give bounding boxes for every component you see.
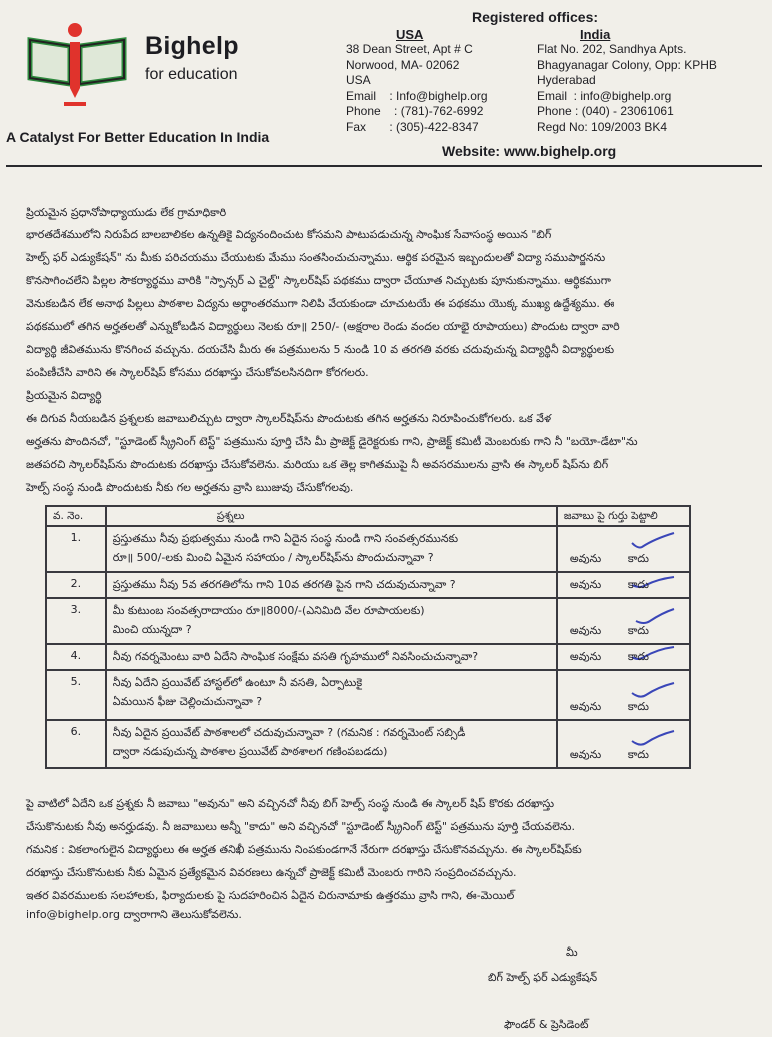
answer-no[interactable]: కాదు (627, 650, 649, 663)
question-cell (106, 644, 557, 670)
india-phone: Phone : (040) - 23061061 (537, 104, 674, 118)
body-line: పథకములో తగిన అర్హతలతో ఎన్నుకోబడిన విద్యార్థులు నెలకు రూ॥ 250/- (అక్షరాల రెండు వందల యాభై రూపాయలు) పొందుట ద్వారా వారి (26, 320, 620, 333)
checkmark-icon (628, 529, 678, 551)
body-line: కొనసాగించలేని పిల్లల సౌకర్యార్థము వారికి "స్పాన్సర్ ఎ చైల్డ్" స్కాలర్‌షిప్ పథకము ద్వారా చేయూత నిచ్చుటకు పూనుకున్నాము. ఆర్థికముగా (26, 274, 611, 287)
question-text: ప్రస్తుతము నీవు ప్రభుత్వము నుండి గాని ఏదైన సంస్థ నుండి గాని సంవత్సరమునకు (112, 532, 459, 545)
answer-yes[interactable]: అవును (569, 748, 602, 761)
body-line: పై వాటిలో ఏదేని ఒక ప్రశ్నకు నీ జవాబు "అవును" అని వచ్చినచో నీవు బిగ్ హెల్ప్ సంస్థ నుండి ఈ స్కాలర్ షిప్ కొరకు దరఖాస్తు (26, 797, 555, 810)
usa-phone: Phone : (781)-762-6992 (346, 104, 484, 118)
signature-organisation: బిగ్ హెల్ప్ ఫర్ ఎడ్యుకేషన్ (488, 971, 598, 984)
salutation-headmaster: ప్రియమైన ప్రధానోపాధ్యాయుడు లేక గ్రామాధికారి (26, 206, 227, 219)
answer-yes[interactable]: అవును (569, 700, 602, 713)
body-line: దరఖాస్తు చేసుకొనుటకు నీకు ఏమైన ప్రత్యేకమైన వివరణలు ఉన్నచో ప్రాజెక్ట్ కమిటీ మెంబరు గారిని సంప్రదించవచ్చును. (26, 866, 517, 879)
tagline: A Catalyst For Better Education In India (6, 129, 270, 145)
usa-address-block (346, 42, 488, 135)
answer-yes[interactable]: అవును (569, 624, 602, 637)
row-number: 3. (46, 598, 106, 644)
usa-email: Email : Info@bighelp.org (346, 88, 488, 103)
table-row (46, 720, 690, 768)
row-number: 1. (46, 526, 106, 572)
answer-cell[interactable] (557, 670, 690, 720)
question-text: నీవు గవర్నమెంటు వారి ఏదేని సాంఘిక సంక్షేమ వసతి గృహములో నివసించుచున్నావా? (112, 650, 479, 663)
body-line: భారతదేశములోని నిరుపేద బాలబాలికల ఉన్నతికై విద్యనందించుట కోసమని పాటుపడుచున్న సాంఘిక సేవాసంస్థ అయిన "బిగ్ (26, 228, 552, 241)
body-line: ఇతర వివరములకు సలహాలకు, ఫిర్యాదులకు పై సుదహరించిన ఏదైన చిరునామాకు ఉత్తరము వ్రాసి గాని, ఈ-మెయిల్ (26, 889, 515, 902)
question-cell (106, 526, 557, 572)
body-line: చేసుకొనుటకు నీవు అనర్హుడవు. నీ జవాబులు అన్నీ "కాదు" అని వచ్చినచో "స్టూడెంట్ స్క్రీనింగ్ టెస్ట్" పత్రమును పూర్తి చేయవలెను. (26, 820, 575, 833)
answer-no[interactable]: కాదు (627, 624, 649, 637)
question-text: నీవు ఏదేని ప్రయివేట్ హాస్టల్‌లో ఉంటూ నీ వసతి, ఏర్పాటుకై (112, 676, 363, 689)
signature-title: ఫౌండర్ & ప్రెసిడెంట్ (504, 1018, 589, 1031)
usa-address-line: 38 Dean Street, Apt # C (346, 42, 473, 56)
brand-subtitle: for education (145, 66, 238, 83)
question-cell (106, 670, 557, 720)
table-row (46, 644, 690, 670)
india-address-line: Hyderabad (537, 73, 596, 87)
answer-cell[interactable] (557, 598, 690, 644)
salutation-student: ప్రియమైన విద్యార్థి (26, 389, 102, 402)
body-line: వెనుకబడిన లేక అనాథ పిల్లలు పాఠశాల విద్యను అర్థాంతరముగా నిలిపి వేయకుండా చూచుటయే ఈ పథకము యొక్క ముఖ్య ఉద్దేశ్యము. ఈ (26, 297, 615, 310)
answer-no[interactable]: కాదు (627, 700, 649, 713)
india-heading: India (580, 27, 611, 42)
contact-email-line: info@bighelp.org ద్వారాగాని తెలుసుకోవలెను. (26, 908, 242, 921)
usa-address-line: USA (346, 73, 371, 87)
table-row (46, 572, 690, 598)
question-text: నీవు ఏదైన ప్రయివేట్ పాఠశాలలో చదువుచున్నావా ? (గమనిక : గవర్నమెంట్ సబ్సిడీ (112, 726, 466, 739)
table-row (46, 670, 690, 720)
table-row (46, 526, 690, 572)
checkmark-icon (628, 679, 678, 701)
row-number: 5. (46, 670, 106, 720)
question-cell (106, 598, 557, 644)
india-address-line: Bhagyanagar Colony, Opp: KPHB (537, 57, 717, 72)
header-divider (6, 165, 762, 167)
answer-cell[interactable] (557, 720, 690, 768)
answer-yes[interactable]: అవును (569, 650, 602, 663)
question-text: రూ॥ 500/-లకు మించి ఏమైన సహాయం / స్కాలర్‌షిప్‌ను పొందుచున్నావా ? (112, 551, 434, 564)
row-number: 4. (46, 644, 106, 670)
header-answer: జవాబు పై గుర్తు పెట్టాలి (557, 506, 690, 526)
registered-offices-heading: Registered offices: (472, 9, 599, 25)
header-questions: ప్రశ్నలు (106, 506, 557, 526)
brand-name: Bighelp (145, 32, 239, 60)
answer-yes[interactable]: అవును (569, 552, 602, 565)
india-address-block (537, 42, 717, 135)
answer-no[interactable]: కాదు (627, 748, 649, 761)
bighelp-logo-icon (26, 22, 128, 108)
answer-no[interactable]: కాదు (627, 552, 649, 565)
table-row (46, 598, 690, 644)
body-line: అర్హతను పొందినచో, "స్టూడెంట్ స్క్రీనింగ్ టెస్ట్" పత్రమును పూర్తి చేసి మీ ప్రాజెక్ట్ డైరెక్టరుకు గాని, ప్రాజెక్ట్ కమిటీ మెంబరుకు గాని నీ "బయో-డేటా"ను (26, 435, 638, 448)
body-line: విద్యార్థి జీవితమును కొనగించ వచ్చును. దయచేసి మీరు ఈ పత్రములను 5 నుండి 10 వ తరగతి వరకు చదువుచున్న విద్యార్థినీ విద్యార్థులకు (26, 343, 615, 356)
answer-cell[interactable] (557, 572, 690, 598)
question-text: ఏమయిన ఫీజు చెల్లించుచున్నావా ? (112, 695, 263, 708)
note-line: గమనిక : వికలాంగులైన విద్యార్థులు ఈ అర్హత తనిఖీ పత్రమును నింపకుండగానే నేరుగా దరఖాస్తు చేసుకొనవచ్చును. ఈ స్కాలర్‌షిప్‌కు (26, 843, 582, 856)
eligibility-questions-table (45, 505, 691, 769)
india-regd-no: Regd No: 109/2003 BK4 (537, 119, 668, 134)
usa-fax: Fax : (305)-422-8347 (346, 119, 479, 134)
checkmark-icon (628, 727, 678, 749)
question-cell (106, 572, 557, 598)
body-line: జతపరచి స్కాలర్‌షిప్‌ను పొందుటకు దరఖాస్తు చేసుకోవలెను. మరియు ఒక తెల్ల కాగితముపై నీ అవసరములను వ్రాసి ఈ స్కాలర్ షిప్‌ను బిగ్ (26, 458, 609, 471)
row-number: 6. (46, 720, 106, 768)
body-line: పంపిణీచేసి వారిని ఈ స్కాలర్‌షిప్ కోసము దరఖాస్తు చేసుకోవలసినదిగా కోరగలరు. (26, 366, 369, 379)
answer-cell[interactable] (557, 644, 690, 670)
question-text: మించి యున్నదా ? (112, 623, 192, 636)
question-text: ద్వారా నడుపుచున్న పాఠశాల ప్రయివేట్ పాఠశాలగ గణింపబడదు) (112, 745, 388, 758)
body-line: హెల్ప్ సంస్థ నుండి పొందుటకు నీకు గల అర్హతను వ్రాసి ఋజువు చేసుకోగలవు. (26, 481, 354, 494)
body-line: ఈ దిగువ నీయబడిన ప్రశ్నలకు జవాబులిచ్చుట ద్వారా స్కాలర్‌షిప్‌ను పొందుటకు తగిన అర్హతను నిరూపించుకోగలరు. ఒక వేళ (26, 412, 552, 425)
question-text: మీ కుటుంబ సంవత్సరాదాయం రూ॥8000/-(ఎనిమిది వేల రూపాయలకు) (112, 604, 425, 617)
usa-heading: USA (396, 27, 424, 42)
question-text: ప్రస్తుతము నీవు 5వ తరగతిలోను గాని 10వ తరగతి పైన గాని చదువుచున్నావా ? (112, 578, 456, 591)
signature-line: మీ (566, 946, 578, 959)
india-address-line: Flat No. 202, Sandhya Apts. (537, 42, 687, 56)
row-number: 2. (46, 572, 106, 598)
answer-no[interactable]: కాదు (627, 578, 649, 591)
table-header-row (46, 506, 690, 526)
usa-address-line: Norwood, MA- 02062 (346, 57, 460, 72)
header-serial-number: వ. నెం. (46, 506, 106, 526)
answer-cell[interactable] (557, 526, 690, 572)
answer-yes[interactable]: అవును (569, 578, 602, 591)
website: Website: www.bighelp.org (442, 143, 617, 159)
question-cell (106, 720, 557, 768)
india-email: Email : info@bighelp.org (537, 88, 672, 103)
body-line: హెల్ప్ ఫర్ ఎడ్యుకేషన్" ను మీకు పరిచయము చేయుటకు మేము సంతసించుచున్నాము. ఆర్థిక పరమైన ఇబ్బందులతో విద్యా సముపార్జనను (26, 251, 606, 264)
